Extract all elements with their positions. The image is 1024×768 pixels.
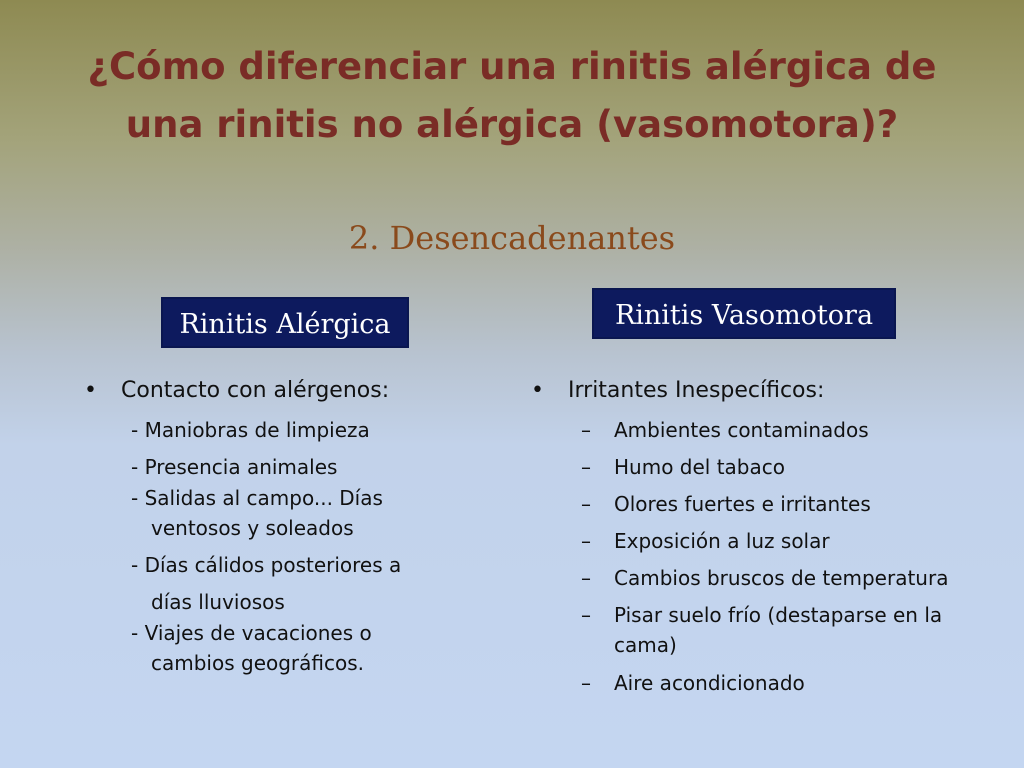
bullet-icon: • (84, 378, 97, 403)
left-line-8: cambios geográficos. (151, 651, 365, 675)
right-item-4 (581, 526, 974, 556)
dash-icon: – (581, 566, 591, 590)
left-line-2: - Presencia animales (131, 455, 338, 479)
left-line-7: - Viajes de vacaciones o (131, 621, 372, 645)
dash-icon: – (581, 529, 591, 553)
right-item-5 (581, 563, 974, 593)
label-rinitis-vasomotora: Rinitis Vasomotora (592, 288, 896, 339)
left-line-3: - Salidas al campo... Días (131, 486, 383, 510)
left-bullet-text: Contacto con alérgenos: (121, 378, 390, 403)
dash-icon: – (581, 455, 591, 479)
right-item-1 (581, 415, 974, 445)
right-item-text: Pisar suelo frío (destaparse en la cama) (614, 603, 943, 657)
left-line-1: - Maniobras de limpieza (131, 418, 370, 442)
right-bullet (531, 372, 981, 410)
right-item-6 (581, 600, 974, 660)
right-item-text: Ambientes contaminados (614, 418, 869, 442)
label-rinitis-alergica: Rinitis Alérgica (161, 297, 409, 348)
slide-title-line-1: ¿Cómo diferenciar una rinitis alérgica de (87, 45, 937, 88)
right-item-text: Aire acondicionado (614, 671, 805, 695)
left-line-4: ventosos y soleados (151, 516, 354, 540)
right-column (531, 372, 981, 695)
slide-title (40, 38, 984, 154)
left-line-6: días lluviosos (151, 590, 285, 614)
dash-icon: – (581, 671, 591, 695)
right-item-7 (581, 668, 974, 698)
right-item-2 (581, 452, 974, 482)
dash-icon: – (581, 418, 591, 442)
slide-title-line-2: una rinitis no alérgica (vasomotora)? (125, 103, 899, 146)
right-item-text: Olores fuertes e irritantes (614, 492, 871, 516)
left-line-5: - Días cálidos posteriores a (131, 553, 402, 577)
left-column (84, 372, 484, 675)
right-item-text: Humo del tabaco (614, 455, 785, 479)
right-item-text: Cambios bruscos de temperatura (614, 566, 949, 590)
dash-icon: – (581, 603, 591, 627)
bullet-icon: • (531, 378, 544, 403)
dash-icon: – (581, 492, 591, 516)
right-item-3 (581, 489, 974, 519)
left-bullet (84, 372, 484, 410)
slide-subtitle: 2. Desencadenantes (348, 219, 676, 257)
right-item-text: Exposición a luz solar (614, 529, 830, 553)
right-bullet-text: Irritantes Inespecíficos: (568, 378, 825, 403)
